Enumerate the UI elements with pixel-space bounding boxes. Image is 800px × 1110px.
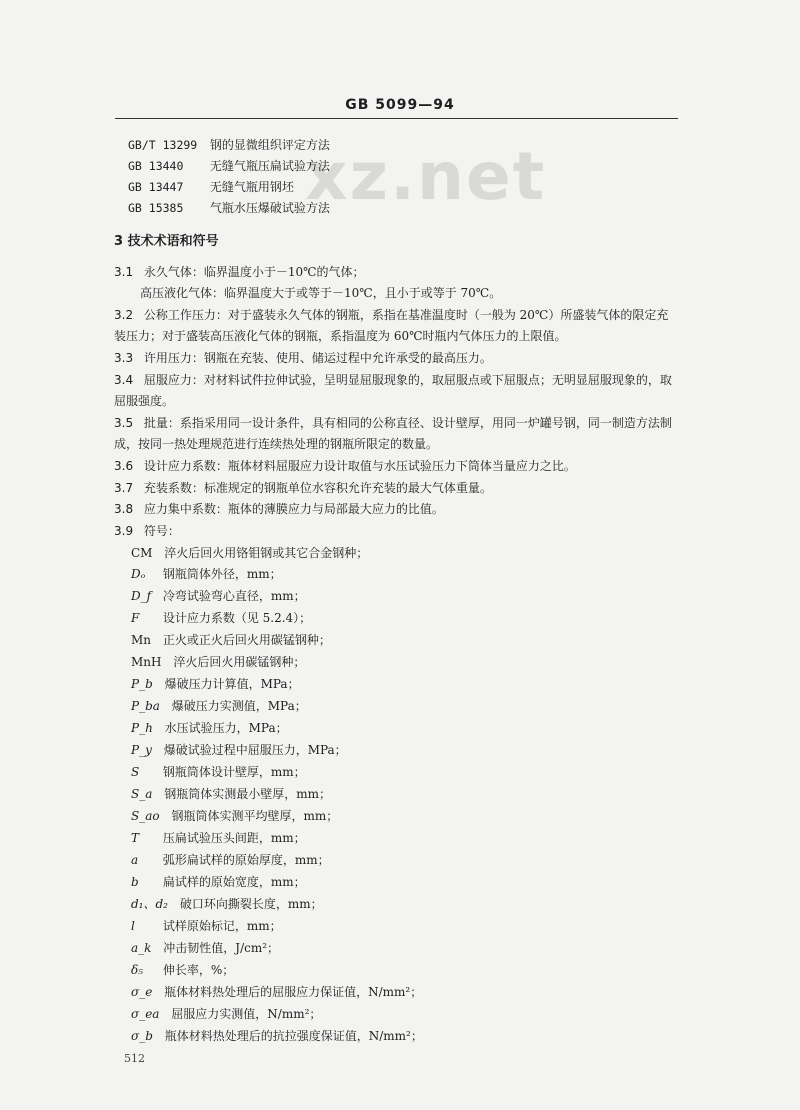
- clause-number: 3.1: [114, 265, 134, 279]
- symbol: T: [131, 831, 140, 845]
- symbol-desc: 冷弯试验弯心直径，mm；: [162, 589, 306, 603]
- symbol-row: [131, 962, 234, 978]
- symbol-desc: 水压试验压力，MPa；: [164, 721, 288, 735]
- clause-number: 3.7: [114, 481, 134, 495]
- clause-text: 设计应力系数：瓶体材料屈服应力设计取值与水压试验压力下筒体当量应力之比。: [143, 459, 576, 473]
- symbol-desc: 冲击韧性值，J/cm²；: [163, 941, 280, 955]
- standard-name: 气瓶水压爆破试验方法: [209, 201, 330, 215]
- symbol: σ_ea: [131, 1007, 160, 1021]
- symbol-row: [131, 588, 306, 604]
- clause-number: 3.3: [114, 351, 134, 365]
- symbol-desc: 淬火后回火用铬钼钢或其它合金钢种；: [164, 546, 369, 560]
- symbol: σ_b: [131, 1029, 153, 1043]
- term-3-5-cont: 成，按同一热处理规范进行连续热处理的钢瓶所限定的数量。: [114, 437, 439, 451]
- clause-number: 3.4: [114, 373, 134, 387]
- symbol: a: [131, 853, 139, 867]
- symbol-desc: 爆破压力计算值，MPa；: [164, 677, 300, 691]
- standard-name: 无缝气瓶用钢坯: [209, 180, 294, 194]
- symbol-desc: 钢瓶筒体设计壁厚，mm；: [162, 765, 306, 779]
- symbol: D_f: [131, 589, 152, 603]
- symbol-row: [131, 742, 347, 758]
- symbol: P_b: [131, 677, 153, 691]
- term-3-4: [114, 372, 672, 388]
- symbol-row: [131, 918, 282, 934]
- symbol: d₁、d₂: [131, 897, 168, 911]
- standard-name: 无缝气瓶压扁试验方法: [209, 159, 330, 173]
- page-header: GB 5099—94: [345, 97, 455, 113]
- clause-number: 3.6: [114, 459, 134, 473]
- page-number: 512: [124, 1052, 145, 1065]
- standard-code: GB 13440: [128, 159, 184, 173]
- clause-text: 屈服应力：对材料试件拉伸试验，呈明显屈服现象的，取屈服点或下屈服点；无明显屈服现象的，取: [143, 373, 672, 387]
- symbol: σ_e: [131, 985, 153, 999]
- term-3-8: [114, 501, 444, 517]
- clause-text: 公称工作压力：对于盛装永久气体的钢瓶，系指在基准温度时（一般为 20℃）所盛装气体的限定充: [143, 308, 669, 322]
- clause-number: 3.5: [114, 416, 134, 430]
- symbol-row: [131, 566, 282, 582]
- standard-code: GB 13447: [128, 180, 184, 194]
- symbol-desc: 淬火后回火用碳锰钢种；: [173, 655, 306, 669]
- symbol-row: [131, 874, 306, 890]
- clause-number: 3.8: [114, 502, 134, 516]
- symbol-row: [131, 830, 306, 846]
- clause-text: 许用压力：钢瓶在充装、使用、储运过程中允许承受的最高压力。: [143, 351, 492, 365]
- clause-number: 3.9: [114, 524, 134, 538]
- term-3-2: [114, 307, 668, 323]
- symbol: a_k: [131, 941, 152, 955]
- standard-code: GB/T 13299: [128, 138, 198, 152]
- symbol-desc: 扁试样的原始宽度，mm；: [162, 875, 306, 889]
- standard-ref: [128, 137, 330, 153]
- symbol: Mn: [131, 633, 152, 647]
- symbol-desc: 爆破试验过程中屈服压力，MPa；: [163, 743, 347, 757]
- term-3-6: [114, 458, 576, 474]
- symbol-row: [131, 720, 288, 736]
- clause-text: 永久气体：临界温度小于－10℃的气体；: [143, 265, 365, 279]
- symbol-desc: 屈服应力实测值，N/mm²；: [171, 1007, 322, 1021]
- symbol: P_h: [131, 721, 153, 735]
- symbol-row: [131, 764, 306, 780]
- symbol-desc: 爆破压力实测值，MPa；: [171, 699, 307, 713]
- clause-text: 应力集中系数：瓶体的薄膜应力与局部最大应力的比值。: [143, 502, 444, 516]
- symbol-desc: 钢瓶筒体实测平均壁厚，mm；: [171, 809, 339, 823]
- symbol-desc: 破口环向撕裂长度，mm；: [179, 897, 323, 911]
- symbol: Dₒ: [131, 567, 146, 581]
- symbol: S: [131, 765, 140, 779]
- standard-ref: [128, 179, 294, 195]
- standard-code: GB 15385: [128, 201, 184, 215]
- clause-text: 充装系数：标准规定的钢瓶单位水容积允许充装的最大气体重量。: [143, 481, 492, 495]
- symbol-row: [131, 786, 331, 802]
- term-3-2-cont: 装压力；对于盛装高压液化气体的钢瓶，系指温度为 60℃时瓶内气体压力的上限值。: [114, 329, 567, 343]
- watermark: xz.net: [305, 138, 547, 215]
- symbol-row: [131, 632, 331, 648]
- symbol-row: [131, 610, 311, 626]
- symbol-desc: 伸长率，%；: [162, 963, 235, 977]
- symbol: P_ba: [131, 699, 160, 713]
- symbol-desc: 钢瓶筒体外径，mm；: [162, 567, 282, 581]
- symbol-row: [131, 545, 368, 561]
- symbol: P_y: [131, 743, 152, 757]
- term-3-1: [114, 264, 365, 280]
- symbol: MnH: [131, 655, 162, 669]
- symbol-desc: 钢瓶筒体实测最小壁厚，mm；: [164, 787, 331, 801]
- standard-ref: [128, 200, 330, 216]
- symbol-row: [131, 698, 307, 714]
- term-3-7: [114, 480, 492, 496]
- symbol-row: [131, 1006, 321, 1022]
- term-3-5: [114, 415, 672, 431]
- clause-text: 批量：系指采用同一设计条件，具有相同的公称直径、设计壁厚，用同一炉罐号钢，同一制造方法制: [143, 416, 672, 430]
- symbol: S_ao: [131, 809, 160, 823]
- term-3-9: [114, 523, 180, 539]
- header-rule: [115, 118, 678, 119]
- section-title: 3 技术术语和符号: [114, 234, 219, 249]
- symbol-desc: 试样原始标记，mm；: [162, 919, 282, 933]
- symbol-row: [131, 808, 338, 824]
- symbol: b: [131, 875, 139, 889]
- term-3-4-cont: 屈服强度。: [114, 394, 175, 408]
- symbol-desc: 瓶体材料热处理后的屈服应力保证值，N/mm²；: [164, 985, 423, 999]
- symbol-row: [131, 984, 422, 1000]
- symbol-desc: 正火或正火后回火用碳锰钢种；: [162, 633, 331, 647]
- clause-number: 3.2: [114, 308, 134, 322]
- symbol-desc: 瓶体材料热处理后的抗拉强度保证值，N/mm²；: [164, 1029, 423, 1043]
- symbol-row: [131, 896, 323, 912]
- symbol-row: [131, 940, 279, 956]
- term-3-1-cont: 高压液化气体：临界温度大于或等于－10℃，且小于或等于 70℃。: [140, 286, 502, 300]
- symbol: CM: [131, 546, 153, 560]
- standard-ref: [128, 158, 330, 174]
- symbol: S_a: [131, 787, 153, 801]
- symbol: l: [131, 919, 135, 933]
- symbol: δ₅: [131, 963, 144, 977]
- symbol-desc: 弧形扁试样的原始厚度，mm；: [162, 853, 330, 867]
- symbol-desc: 设计应力系数（见 5.2.4）；: [162, 611, 312, 625]
- standard-name: 钢的显微组织评定方法: [209, 138, 330, 152]
- symbol-row: [131, 852, 330, 868]
- symbol-row: [131, 676, 300, 692]
- clause-text: 符号：: [143, 524, 180, 538]
- symbol-desc: 压扁试验压头间距，mm；: [162, 831, 306, 845]
- symbol-row: [131, 1028, 423, 1044]
- symbol: F: [131, 611, 140, 625]
- symbol-row: [131, 654, 305, 670]
- term-3-3: [114, 350, 492, 366]
